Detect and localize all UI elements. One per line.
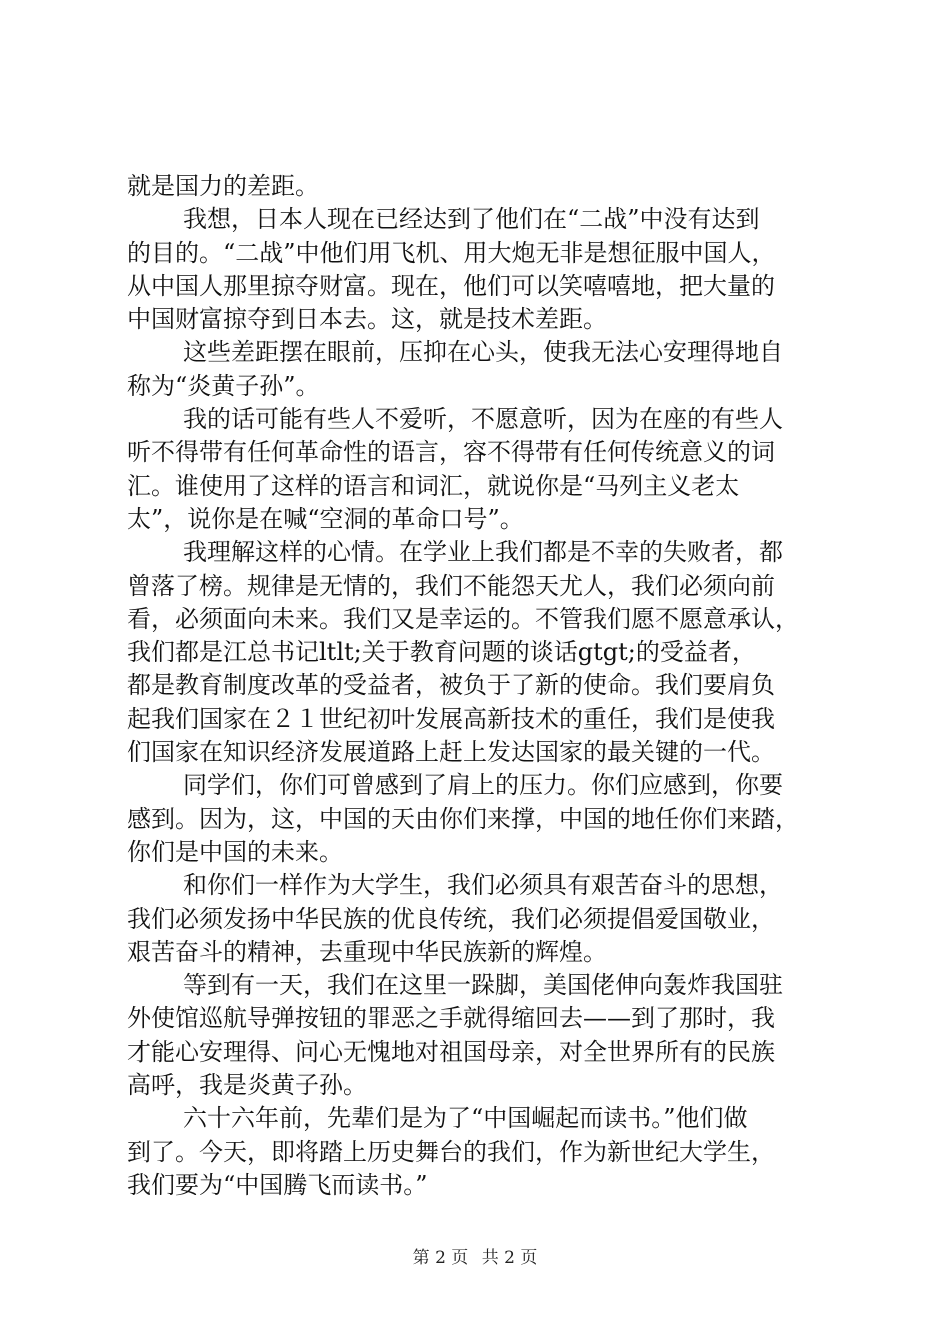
text-line: 从中国人那里掠夺财富。现在，他们可以笑嘻嘻地，把大量的 (127, 271, 775, 300)
text-line: 才能心安理得、问心无愧地对祖国母亲，对全世界所有的民族 (127, 1037, 775, 1066)
page-total: 共 2 页 (481, 1248, 538, 1268)
page-footer (0, 1243, 950, 1268)
text-line: 我们必须发扬中华民族的优良传统，我们必须提倡爱国敬业， (127, 904, 775, 933)
text-line: 我的话可能有些人不爱听，不愿意听，因为在座的有些人 (183, 405, 783, 434)
text-line: 艰苦奋斗的精神，去重现中华民族新的辉煌。 (127, 937, 607, 966)
document-body (127, 170, 833, 1202)
text-line: 称为“炎黄子孙”。 (127, 371, 320, 400)
text-line: 和你们一样作为大学生，我们必须具有艰苦奋斗的思想， (183, 871, 783, 900)
text-line: 到了。今天，即将踏上历史舞台的我们，作为新世纪大学生， (127, 1137, 775, 1166)
text-line: 汇。谁使用了这样的语言和词汇，就说你是“马列主义老太 (127, 471, 740, 500)
text-line: 我想，日本人现在已经达到了他们在“二战”中没有达到 (183, 205, 760, 234)
text-line: 外使馆巡航导弹按钮的罪恶之手就得缩回去——到了那时，我 (127, 1004, 775, 1033)
page-number: 第 2 页 (412, 1248, 469, 1268)
text-line: 太”，说你是在喊“空洞的革命口号”。 (127, 504, 524, 533)
text-line: 听不得带有任何革命性的语言，容不得带有任何传统意义的词 (127, 438, 775, 467)
text-line: 同学们，你们可曾感到了肩上的压力。你们应感到，你要 (183, 771, 783, 800)
text-line: 就是国力的差距。 (127, 172, 319, 200)
text-line: 起我们国家在２１世纪初叶发展高新技术的重任，我们是使我 (127, 704, 775, 733)
text-line: 中国财富掠夺到日本去。这，就是技术差距。 (127, 305, 607, 334)
text-line: 等到有一天，我们在这里一跺脚，美国佬伸向轰炸我国驻 (183, 971, 783, 1000)
text-line: 我们都是江总书记ltlt;关于教育问题的谈话gtgt;的受益者， (127, 638, 756, 667)
text-line: 曾落了榜。规律是无情的，我们不能怨天尤人，我们必须向前 (127, 571, 775, 600)
text-line: 我们要为“中国腾飞而读书。” (127, 1170, 428, 1199)
text-line: 感到。因为，这，中国的天由你们来撑，中国的地任你们来踏， (127, 804, 799, 833)
text-line: 我理解这样的心情。在学业上我们都是不幸的失败者，都 (183, 538, 783, 567)
text-line: 这些差距摆在眼前，压抑在心头，使我无法心安理得地自 (183, 338, 783, 367)
text-line: 们国家在知识经济发展道路上赶上发达国家的最关键的一代。 (127, 738, 775, 767)
text-line: 都是教育制度改革的受益者，被负于了新的使命。我们要肩负 (127, 671, 775, 700)
text-line: 六十六年前，先辈们是为了“中国崛起而读书。”他们做 (183, 1104, 748, 1133)
text-line: 高呼，我是炎黄子孙。 (127, 1071, 367, 1100)
text-line: 看，必须面向未来。我们又是幸运的。不管我们愿不愿意承认， (127, 604, 799, 633)
text-line: 你们是中国的未来。 (127, 837, 343, 866)
text-line: 的目的。“二战”中他们用飞机、用大炮无非是想征服中国人， (127, 238, 776, 267)
